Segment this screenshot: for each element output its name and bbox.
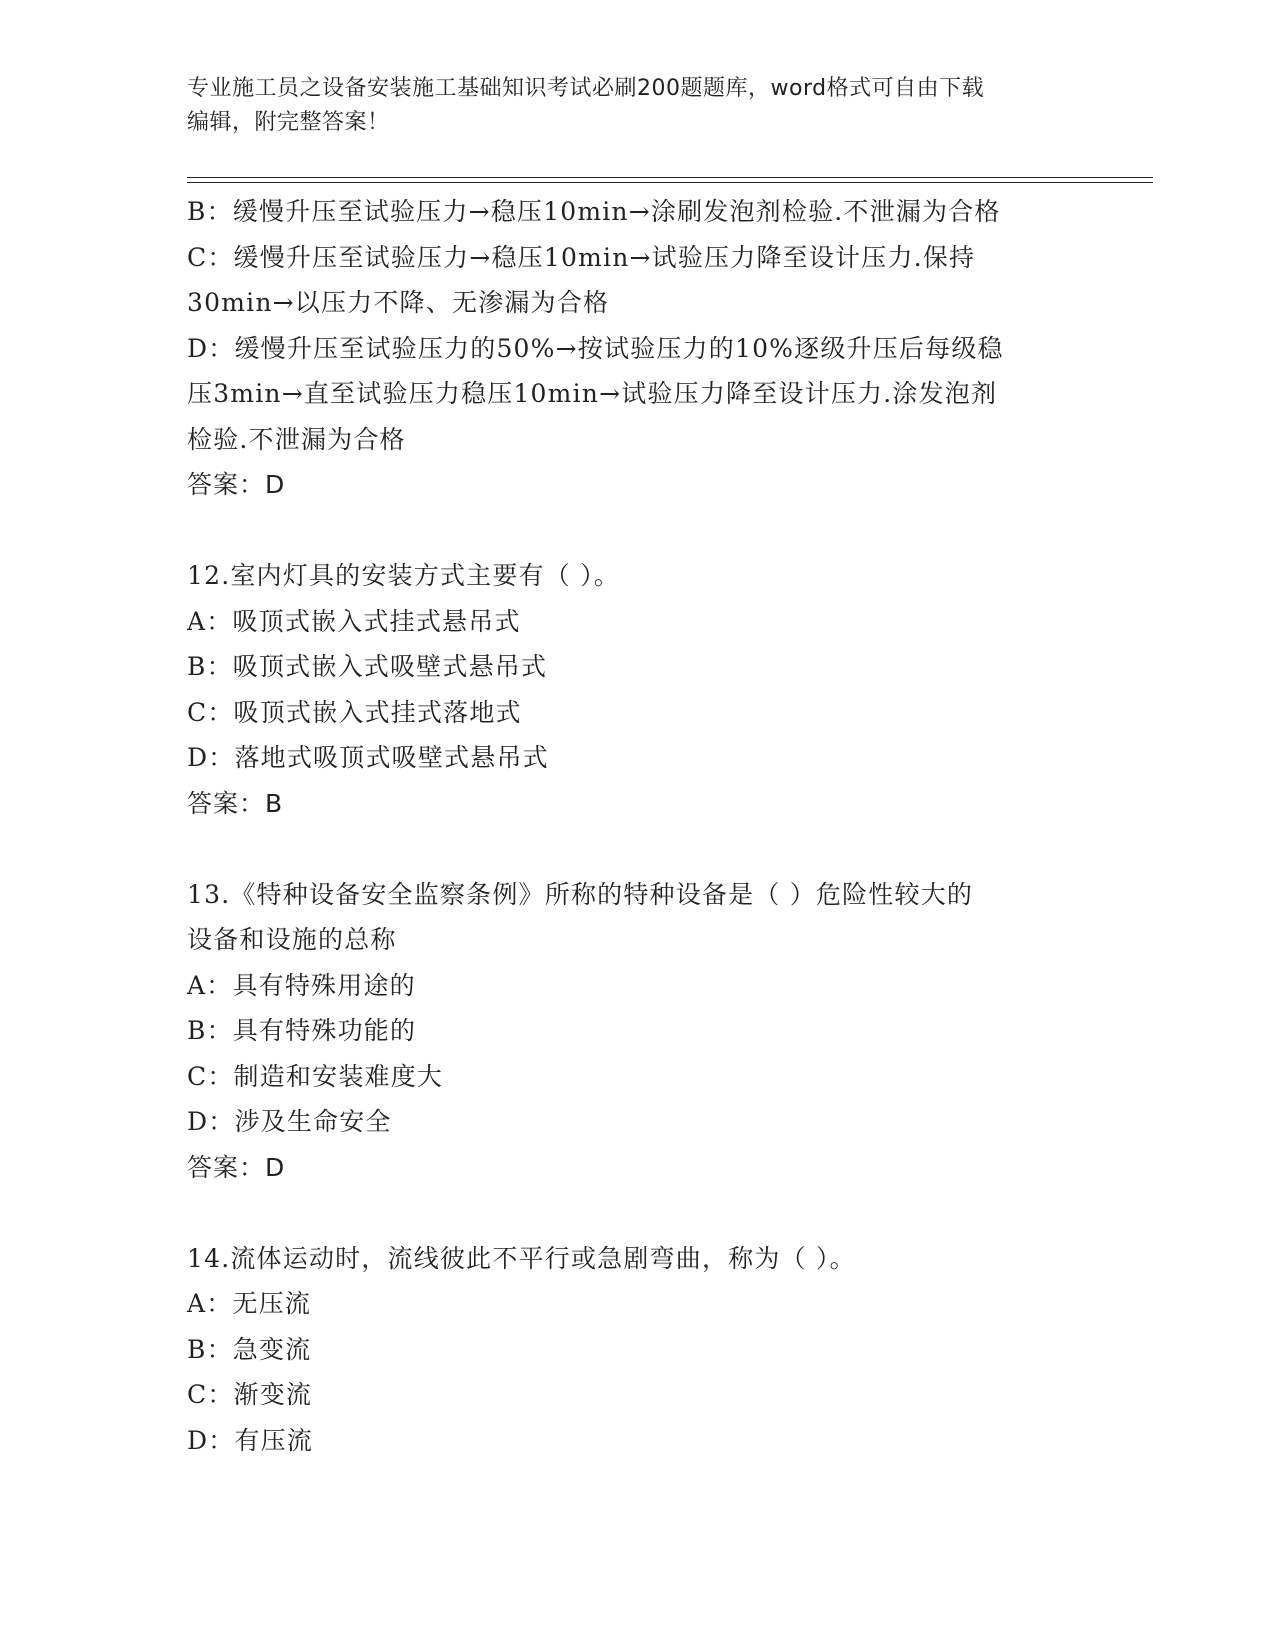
spacer [187, 826, 1087, 872]
q11-option-c-line-1: C：缓慢升压至试验压力→稳压10min→试验压力降至设计压力.保持 [187, 242, 976, 272]
q13-option-a: A：具有特殊用途的 [187, 970, 416, 1000]
q12-option-d: D：落地式吸顶式吸壁式悬吊式 [187, 743, 549, 772]
question-14 [187, 1236, 1087, 1464]
header-divider-top [187, 177, 1153, 178]
q13-option-d: D：涉及生命安全 [187, 1107, 392, 1136]
question-11 [187, 189, 1087, 508]
header-title-line-1: 专业施工员之设备安装施工基础知识考试必刷200题题库，word格式可自由下载 [187, 76, 985, 101]
q11-option-d-line-2: 压3min→直至试验压力稳压10min→试验压力降至设计压力.涂发泡剂 [187, 379, 998, 408]
question-13 [187, 872, 1087, 1191]
q12-option-b: B：吸顶式嵌入式吸壁式悬吊式 [187, 652, 548, 681]
q13-stem-line-1: 13.《特种设备安全监察条例》所称的特种设备是（ ）危险性较大的 [187, 879, 974, 909]
document-header [187, 72, 1067, 140]
q13-option-c: C：制造和安装难度大 [187, 1061, 444, 1091]
question-12 [187, 553, 1087, 826]
q12-option-a: A：吸顶式嵌入式挂式悬吊式 [187, 606, 521, 636]
q14-option-a: A：无压流 [187, 1289, 312, 1318]
q14-stem: 14.流体运动时，流线彼此不平行或急剧弯曲，称为（ ）。 [187, 1243, 856, 1273]
q11-option-d-line-3: 检验.不泄漏为合格 [187, 424, 406, 454]
q11-option-c-line-2: 30min→以压力不降、无渗漏为合格 [187, 288, 610, 317]
q14-option-d: D：有压流 [187, 1425, 314, 1455]
q14-option-c: C：渐变流 [187, 1380, 313, 1409]
header-title-line-2: 编辑，附完整答案！ [187, 110, 390, 135]
q14-option-b: B：急变流 [187, 1334, 312, 1364]
q13-option-b: B：具有特殊功能的 [187, 1016, 417, 1045]
spacer [187, 508, 1087, 554]
header-divider-bottom [187, 182, 1153, 183]
q11-answer: 答案：D [187, 470, 286, 499]
q11-option-d-line-1: D：缓慢升压至试验压力的50%→按试验压力的10%逐级升压后每级稳 [187, 333, 1004, 363]
spacer [187, 1190, 1087, 1236]
q13-answer: 答案：D [187, 1152, 286, 1182]
question-list [187, 189, 1087, 1463]
q11-option-b: B：缓慢升压至试验压力→稳压10min→涂刷发泡剂检验.不泄漏为合格 [187, 197, 1001, 226]
q13-stem-line-2: 设备和设施的总称 [187, 925, 397, 954]
q12-stem: 12.室内灯具的安装方式主要有（ ）。 [187, 561, 621, 590]
q12-answer: 答案：B [187, 788, 284, 818]
q12-option-c: C：吸顶式嵌入式挂式落地式 [187, 697, 522, 727]
